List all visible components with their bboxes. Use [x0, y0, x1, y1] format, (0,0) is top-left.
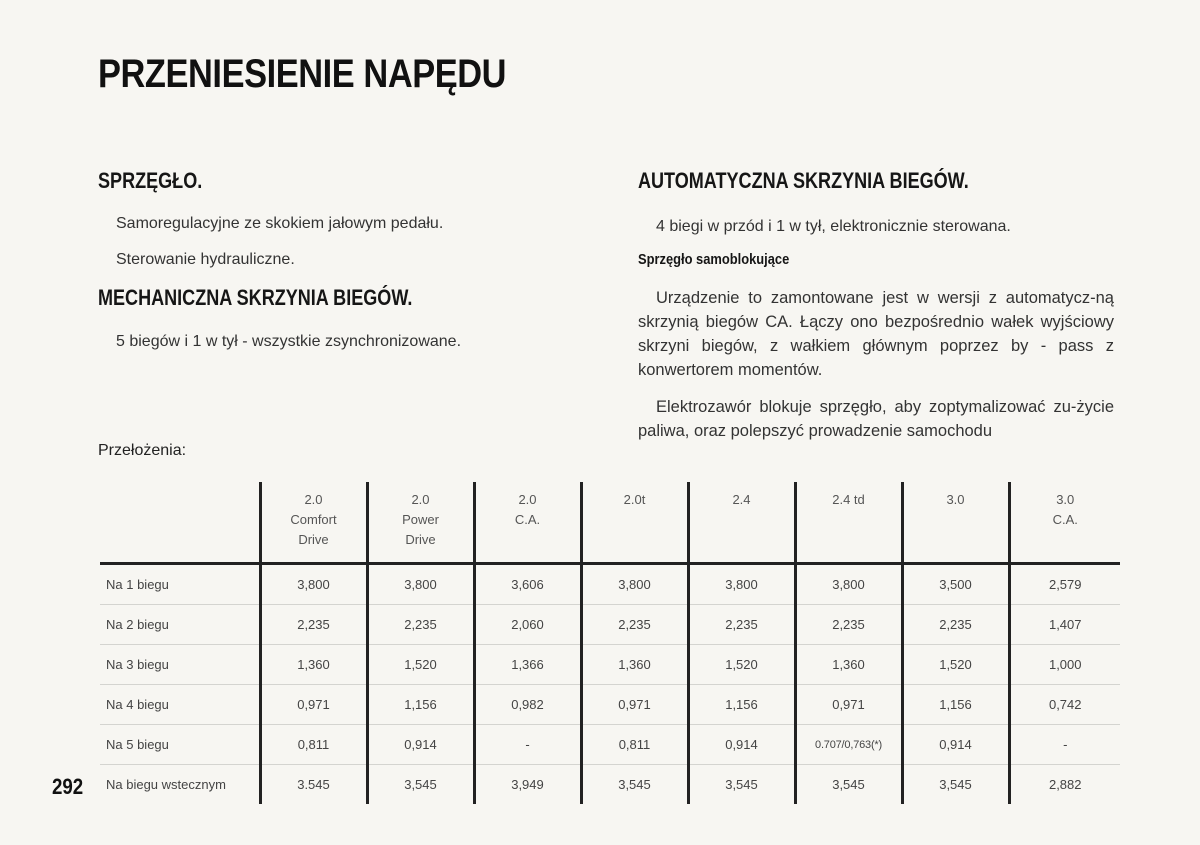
header-line: 2.0 — [304, 492, 323, 507]
table-cell: 2,235 — [260, 605, 367, 645]
table-cell: 0,811 — [581, 725, 688, 765]
table-cell: 3,800 — [581, 564, 688, 605]
page-number: 292 — [52, 774, 84, 799]
table-cell: 1,156 — [688, 685, 795, 725]
table-cell: 0,971 — [795, 685, 902, 725]
header-line: Drive — [405, 532, 436, 547]
table-cell: 3,545 — [902, 765, 1009, 805]
header-cell — [688, 482, 795, 564]
table-cell: 1,366 — [474, 645, 581, 685]
clutch-line-2: Sterowanie hydrauliczne. — [116, 251, 295, 268]
header-cell — [474, 482, 581, 564]
table-cell: 3,545 — [367, 765, 474, 805]
header-cell — [795, 482, 902, 564]
table-cell: 3,800 — [260, 564, 367, 605]
header-line: 3.0 — [1056, 492, 1075, 507]
table-cell: 0.707/0,763(*) — [795, 725, 902, 765]
table-cell: 2,235 — [795, 605, 902, 645]
header-line: 2.0 — [518, 492, 537, 507]
table-cell: 1,520 — [367, 645, 474, 685]
table-cell: 1,520 — [902, 645, 1009, 685]
limited-slip-paragraph-1: Urządzenie to zamontowane jest w wersji z automatycz-ną skrzynią biegów CA. Łączy ono bezpośrednio wałek wyjściowy skrzyni biegów, z wałkiem głównym poprzez by - pass z konwertorem momentów. — [638, 289, 1114, 379]
header-cell — [260, 482, 367, 564]
table-cell: 0,971 — [581, 685, 688, 725]
table-cell: 1,520 — [688, 645, 795, 685]
table-cell: 2,235 — [581, 605, 688, 645]
table-cell: 3,545 — [795, 765, 902, 805]
table-row — [100, 725, 1120, 765]
gear-ratios-table — [100, 482, 1120, 804]
table-cell: 0,971 — [260, 685, 367, 725]
header-line: 2.4 td — [832, 492, 865, 507]
table-cell: 3,545 — [581, 765, 688, 805]
table-cell: 3,949 — [474, 765, 581, 805]
clutch-line-1: Samoregulacyjne ze skokiem jałowym pedału. — [116, 215, 444, 232]
table-row — [100, 564, 1120, 605]
table-cell: 2,882 — [1009, 765, 1120, 805]
table-row — [100, 765, 1120, 805]
table-cell: 2,235 — [367, 605, 474, 645]
page-title: PRZENIESIENIE NAPĘDU — [98, 52, 507, 96]
clutch-heading: SPRZĘGŁO. — [98, 168, 203, 193]
table-cell: 1,156 — [902, 685, 1009, 725]
manual-gearbox-line-1: 5 biegów i 1 w tył - wszystkie zsynchronizowane. — [116, 333, 462, 350]
table-cell: 2,235 — [688, 605, 795, 645]
automatic-gearbox-heading: AUTOMATYCZNA SKRZYNIA BIEGÓW. — [638, 168, 969, 193]
table-cell: 0,914 — [688, 725, 795, 765]
table-cell: 3,606 — [474, 564, 581, 605]
table-cell: 3,800 — [795, 564, 902, 605]
table-row — [100, 605, 1120, 645]
automatic-gearbox-line-1: 4 biegi w przód i 1 w tył, elektronicznie sterowana. — [656, 218, 1011, 235]
header-empty-cell — [100, 482, 260, 564]
table-cell: 0,982 — [474, 685, 581, 725]
row-label: Na 4 biegu — [100, 685, 260, 725]
row-label: Na 5 biegu — [100, 725, 260, 765]
ratios-label: Przełożenia: — [98, 442, 187, 459]
table-cell: 0,914 — [367, 725, 474, 765]
manual-gearbox-heading: MECHANICZNA SKRZYNIA BIEGÓW. — [98, 285, 413, 310]
header-line: 2.4 — [732, 492, 751, 507]
header-line: Drive — [298, 532, 329, 547]
table-cell: - — [474, 725, 581, 765]
header-cell — [1009, 482, 1120, 564]
header-line: Power — [402, 512, 439, 527]
table-cell: 2,579 — [1009, 564, 1120, 605]
table-cell: 0,742 — [1009, 685, 1120, 725]
table-row — [100, 645, 1120, 685]
row-label: Na 1 biegu — [100, 564, 260, 605]
row-label: Na 3 biegu — [100, 645, 260, 685]
table-cell: 3.545 — [260, 765, 367, 805]
table-cell: 1,360 — [795, 645, 902, 685]
table-cell: 1,360 — [581, 645, 688, 685]
limited-slip-paragraph-2: Elektrozawór blokuje sprzęgło, aby zoptymalizować zu-życie paliwa, oraz polepszyć prowadzenie samochodu — [638, 398, 1114, 440]
table-cell: 3,500 — [902, 564, 1009, 605]
table-cell: 2,235 — [902, 605, 1009, 645]
table-cell: 3,545 — [688, 765, 795, 805]
table-cell: 1,156 — [367, 685, 474, 725]
header-cell — [581, 482, 688, 564]
header-line: 3.0 — [946, 492, 965, 507]
table-cell: 3,800 — [367, 564, 474, 605]
table-cell: 0,811 — [260, 725, 367, 765]
header-line: C.A. — [514, 512, 541, 527]
header-line: C.A. — [1052, 512, 1078, 527]
row-label: Na 2 biegu — [100, 605, 260, 645]
table-cell: 2,060 — [474, 605, 581, 645]
header-cell — [367, 482, 474, 564]
header-line: 2.0 — [411, 492, 430, 507]
header-line: 2.0t — [623, 492, 646, 507]
header-line: Comfort — [290, 512, 337, 527]
table-cell: 0,914 — [902, 725, 1009, 765]
limited-slip-subheading: Sprzęgło samoblokujące — [638, 251, 790, 268]
header-cell — [902, 482, 1009, 564]
table-header-row — [100, 482, 1120, 564]
table-cell: - — [1009, 725, 1120, 765]
table-cell: 1,360 — [260, 645, 367, 685]
table-row — [100, 685, 1120, 725]
table-cell: 1,000 — [1009, 645, 1120, 685]
row-label: Na biegu wstecznym — [106, 777, 226, 792]
table-cell: 3,800 — [688, 564, 795, 605]
table-cell: 1,407 — [1009, 605, 1120, 645]
